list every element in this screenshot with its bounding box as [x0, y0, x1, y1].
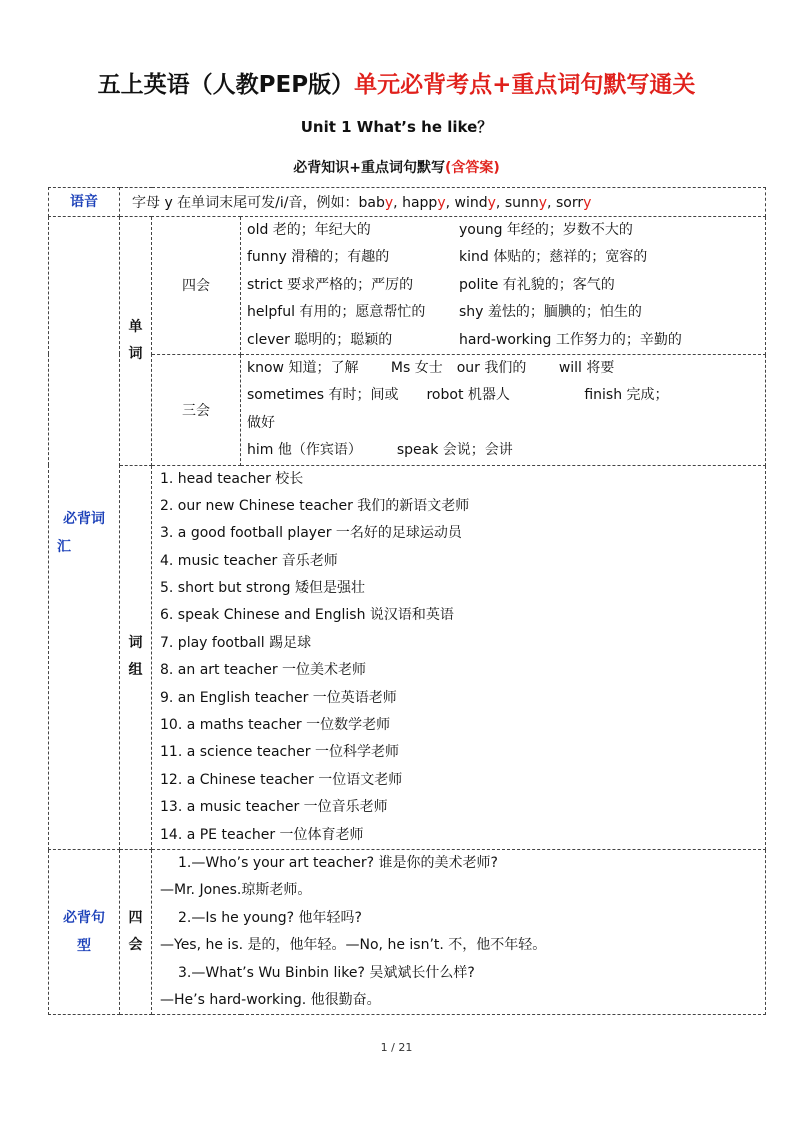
- page-title: [0, 66, 793, 99]
- phrase-item: 12. a Chinese teacher 一位语文老师: [160, 771, 403, 788]
- vocab-label-line2: 汇: [57, 538, 71, 555]
- sentences-list: [152, 849, 766, 1014]
- phrase-item: 11. a science teacher 一位科学老师: [160, 744, 399, 761]
- word-entry: shy 羞怯的；腼腆的；怕生的: [459, 304, 642, 321]
- sentence-line: 2.—Is he young? 他年轻吗?: [178, 909, 362, 926]
- vocab-label-line1: 必背词: [63, 510, 105, 527]
- word-row: [247, 244, 765, 271]
- example-stem: bab: [358, 195, 385, 211]
- phrases-list: [152, 465, 766, 849]
- sentences-four-2: 会: [128, 937, 143, 954]
- word-entry: funny 滑稽的；有趣的: [247, 249, 390, 266]
- word-row: [247, 299, 765, 326]
- phrase-item: 5. short but strong 矮但是强壮: [160, 580, 365, 597]
- word-line: 做好: [247, 414, 275, 431]
- word-line: sometimes 有时；间或 robot 机器人 finish 完成；: [247, 387, 669, 404]
- phrases-label-2: 组: [128, 662, 143, 679]
- title-black: 五上英语（人教PEP版）: [97, 72, 355, 98]
- three-level-words: [241, 354, 766, 465]
- word-entry: young 年经的；岁数不大的: [459, 222, 633, 238]
- phrase-item: 8. an art teacher 一位美术老师: [160, 662, 367, 679]
- phrase-item: 4. music teacher 音乐老师: [160, 552, 338, 569]
- sentences-four-label: [120, 849, 152, 1014]
- title-red: 单元必背考点+重点词句默写通关: [354, 72, 696, 98]
- vocab-three-row: [49, 354, 766, 465]
- sentences-label-line2: 型: [77, 938, 91, 955]
- page-number: 1 / 21: [380, 1041, 413, 1054]
- phrase-item: 7. play football 踢足球: [160, 634, 312, 651]
- caption-black: 必背知识+重点词句默写: [293, 160, 445, 176]
- word-entry: clever 聪明的；聪颖的: [247, 331, 393, 348]
- three-level-label: 三会: [152, 354, 241, 465]
- phrase-item: 14. a PE teacher 一位体育老师: [160, 826, 364, 843]
- phrase-item: 6. speak Chinese and English 说汉语和英语: [160, 607, 454, 624]
- knowledge-table: [48, 187, 766, 1015]
- four-level-label: 四会: [152, 217, 241, 355]
- phonetics-row: [49, 188, 766, 217]
- phrases-label: [120, 465, 152, 849]
- example-stem: sunn: [504, 195, 539, 211]
- sentence-line: 1.—Who’s your art teacher? 谁是你的美术老师?: [178, 854, 498, 871]
- example-ending: y: [384, 195, 394, 211]
- sentence-line: —Mr. Jones.琼斯老师。: [160, 882, 312, 899]
- word-entry: hard-working 工作努力的；辛勤的: [459, 331, 682, 348]
- word-row: [247, 327, 765, 354]
- phonetics-content: [120, 188, 766, 217]
- example-separator: ,: [445, 195, 455, 211]
- sentences-four-1: 四: [128, 910, 143, 927]
- word-entry: strict 要求严格的；严厉的: [247, 276, 414, 293]
- phrases-row: [49, 465, 766, 849]
- four-level-words: [241, 217, 766, 355]
- phrase-item: 2. our new Chinese teacher 我们的新语文老师: [160, 497, 470, 514]
- sentence-line: 3.—What’s Wu Binbin like? 吴斌斌长什么样?: [178, 964, 475, 981]
- word-line: him 他（作宾语） speak 会说；会讲: [247, 442, 513, 459]
- example-ending: y: [487, 195, 496, 211]
- sentence-line: —He’s hard-working. 他很勤奋。: [160, 991, 381, 1008]
- word-row: [247, 217, 765, 244]
- words-label-1: 单: [128, 318, 143, 335]
- caption-red: (含答案): [444, 160, 500, 176]
- sentences-row: [49, 849, 766, 1014]
- example-ending: y: [437, 195, 446, 211]
- phonetics-label: 语音: [49, 188, 120, 217]
- phrase-item: 10. a maths teacher 一位数学老师: [160, 717, 391, 734]
- table-caption: [0, 157, 793, 177]
- example-separator: ,: [393, 195, 403, 211]
- phonetics-prefix: 字母 y 在单词末尾可发/i/音，例如：: [132, 195, 359, 211]
- example-ending: y: [538, 195, 548, 211]
- example-separator: ,: [495, 195, 505, 211]
- example-stem: sorr: [555, 195, 584, 211]
- unit-subtitle: Unit 1 What’s he like？: [300, 118, 493, 136]
- vocab-four-row: [49, 217, 766, 355]
- phonetics-examples: [359, 195, 592, 211]
- example-ending: y: [583, 195, 592, 211]
- example-stem: happ: [402, 195, 438, 211]
- word-entry: helpful 有用的；愿意帮忙的: [247, 304, 426, 321]
- sentences-label: [49, 849, 120, 1014]
- words-label-2: 词: [128, 345, 143, 362]
- phrase-item: 13. a music teacher 一位音乐老师: [160, 799, 388, 816]
- words-label: [120, 217, 152, 466]
- phrase-item: 1. head teacher 校长: [160, 470, 304, 487]
- vocab-label: [49, 217, 120, 850]
- word-entry: polite 有礼貌的；客气的: [459, 276, 615, 293]
- word-line: know 知道；了解 Ms 女士 our 我们的 will 将要: [247, 359, 615, 376]
- word-entry: old 老的；年纪大的: [247, 222, 371, 238]
- word-entry: kind 体贴的；慈祥的；宽容的: [459, 249, 648, 266]
- phrases-label-1: 词: [128, 635, 143, 652]
- sentences-label-line1: 必背句: [63, 910, 105, 927]
- phrase-item: 9. an English teacher 一位英语老师: [160, 689, 397, 706]
- sentence-line: —Yes, he is. 是的，他年轻。—No, he isn’t. 不，他不年轻。: [160, 937, 547, 954]
- example-stem: wind: [454, 195, 488, 211]
- word-row: [247, 272, 765, 299]
- phrase-item: 3. a good football player 一名好的足球运动员: [160, 525, 462, 542]
- example-separator: ,: [547, 195, 556, 211]
